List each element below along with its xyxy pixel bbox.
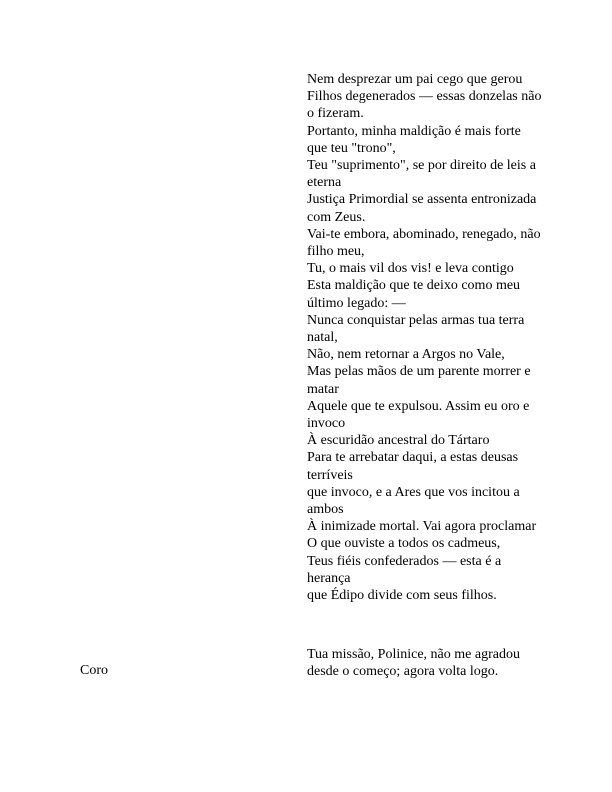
verse-line: Portanto, minha maldição é mais forte que teu "trono", bbox=[307, 123, 521, 156]
verse-line: Teu "suprimento", se por direito de leis a eterna bbox=[307, 158, 536, 191]
verse-line: Tua missão, Polinice, não me agradou bbox=[307, 647, 520, 662]
verse-line: Nem desprezar um pai cego que gerou bbox=[307, 72, 523, 87]
speaker-name: Coro bbox=[80, 663, 108, 678]
verse-line: Justiça Primordial se assenta entronizada com Zeus. bbox=[307, 192, 537, 225]
verse-line: Mas pelas mãos de um parente morrer e matar bbox=[307, 364, 531, 397]
verse-line: Para te arrebatar daqui, a estas deusas terríveis bbox=[307, 450, 519, 483]
verse-line: desde o começo; agora volta logo. bbox=[307, 664, 499, 680]
verse-line: que Édipo divide com seus filhos. bbox=[307, 588, 497, 604]
chorus-section bbox=[0, 646, 612, 706]
verse-line: À inimizade mortal. Vai agora proclamar bbox=[307, 519, 537, 535]
verse-line: Nunca conquistar pelas armas tua terra natal, bbox=[307, 312, 525, 346]
verse-line: À escuridão ancestral do Tártaro bbox=[307, 433, 490, 449]
oedipus-speech bbox=[307, 71, 542, 604]
chorus-speech bbox=[307, 646, 542, 680]
verse-line: O que ouviste a todos os cadmeus, bbox=[307, 536, 501, 552]
verse-line: Tu, o mais vil dos vis! e leva contigo bbox=[307, 261, 514, 277]
verse-line: Esta maldição que te deixo como meu último legado: — bbox=[307, 278, 521, 311]
verse-line: Teus fiéis confederados — esta é a herança bbox=[307, 553, 502, 586]
verse-line: Aquele que te expulsou. Assim eu oro e invoco bbox=[307, 398, 530, 432]
verse-line: Filhos degenerados — essas donzelas não o fizeram. bbox=[307, 89, 542, 122]
verse-line: Vai-te embora, abominado, renegado, não filho meu, bbox=[307, 226, 541, 260]
verse-line: Não, nem retornar a Argos no Vale, bbox=[307, 347, 505, 363]
verse-line: que invoco, e a Ares que vos incitou a ambos bbox=[307, 484, 520, 518]
